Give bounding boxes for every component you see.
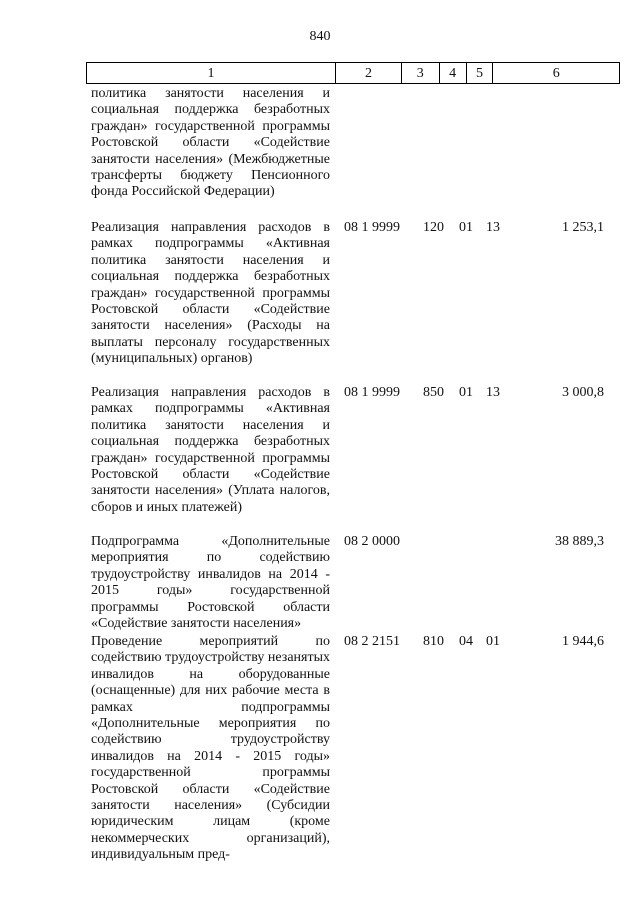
row-subsection: 13 xyxy=(486,385,500,400)
row-amount: 3 000,8 xyxy=(562,385,604,400)
row-description: Реализация направления расходов в рамках подпрограммы «Активная политика занятости населения и социальная поддержка безработных граждан» государственной программы Ростовской области «Содействие занятости населения» (Расходы на выплаты персоналу государственных (муниципальных) органов) xyxy=(91,220,330,367)
row-code: 08 2 0000 xyxy=(344,534,400,549)
row-code: 08 1 9999 xyxy=(344,385,400,400)
row-amount: 1 253,1 xyxy=(562,220,604,235)
row-section: 04 xyxy=(459,634,473,649)
row-description: политика занятости населения и социальная поддержка безработных граждан» государственной программы Ростовской области «Содействие занятости населения» (Межбюджетные трансферты бюджету Пенсионного фонда Российской Федерации) xyxy=(91,86,330,200)
row-expense-type: 850 xyxy=(423,385,444,400)
row-code: 08 2 2151 xyxy=(344,634,400,649)
header-col-2: 2 xyxy=(336,63,402,83)
row-description: Реализация направления расходов в рамках подпрограммы «Активная политика занятости населения и социальная поддержка безработных граждан» государственной программы Ростовской области «Содействие занятости населения» (Уплата налогов, сборов и иных платежей) xyxy=(91,385,330,515)
row-section: 01 xyxy=(459,385,473,400)
header-col-5: 5 xyxy=(467,63,494,83)
table-header xyxy=(86,62,620,84)
row-code: 08 1 9999 xyxy=(344,220,400,235)
row-amount: 38 889,3 xyxy=(555,534,604,549)
row-subsection: 13 xyxy=(486,220,500,235)
header-col-4: 4 xyxy=(440,63,467,83)
row-expense-type: 120 xyxy=(423,220,444,235)
row-section: 01 xyxy=(459,220,473,235)
row-description: Подпрограмма «Дополнительные мероприятия по содействию трудоустройству инвалидов на 2014 - 2015 годы» государственной программы Ростовской области «Содействие занятости населения» xyxy=(91,534,330,632)
row-expense-type: 810 xyxy=(423,634,444,649)
header-col-6: 6 xyxy=(552,66,560,81)
header-col-1: 1 xyxy=(87,63,336,83)
header-col-3: 3 xyxy=(402,63,440,83)
row-amount: 1 944,6 xyxy=(562,634,604,649)
row-subsection: 01 xyxy=(486,634,500,649)
page-number: 840 xyxy=(309,29,331,44)
row-description: Проведение мероприятий по содействию трудоустройству незанятых инвалидов на оборудованные (оснащенные) для них рабочие места в рамках подпрограммы «Дополнительные мероприятия по содействию трудоустройству инвалидов на 2014 - 2015 годы» государственной программы Ростовской области «Содействие занятости населения» (Субсидии юридическим лицам (кроме некоммерческих организаций), индивидуальным пред- xyxy=(91,634,330,863)
